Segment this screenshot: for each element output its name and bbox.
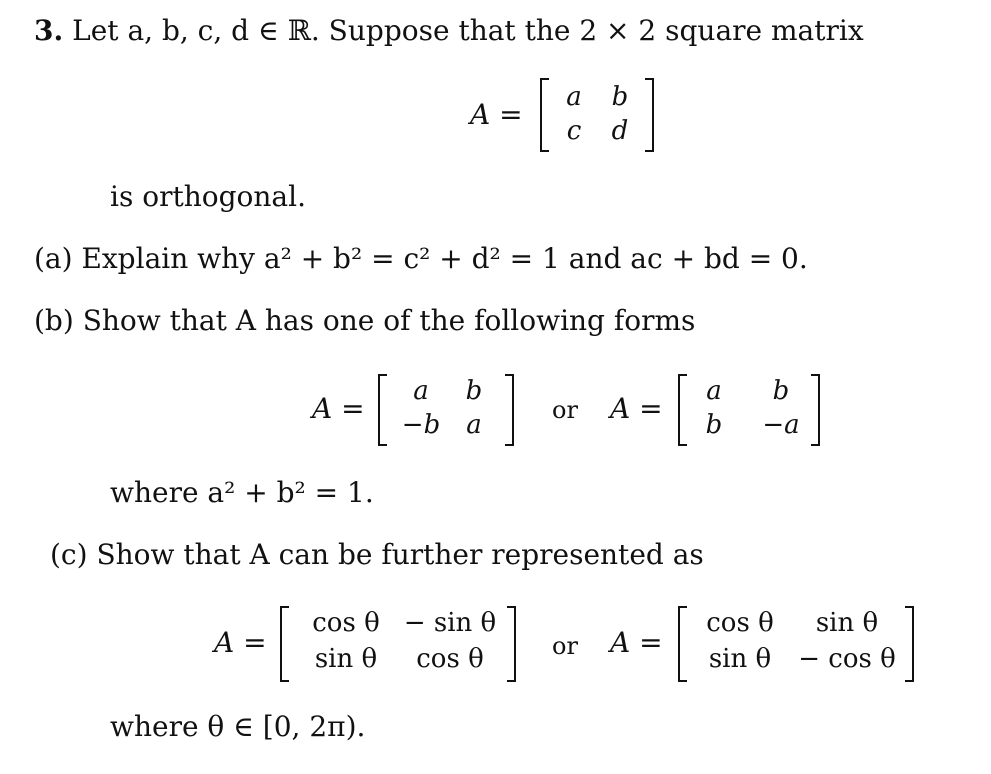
part-c-where: where θ ∈ [0, 2π).: [110, 710, 366, 743]
part-b-label: (b): [34, 304, 74, 337]
part-a: [34, 242, 808, 275]
matrix-cell: d: [611, 116, 629, 146]
part-c-lhs-2: A =: [610, 626, 663, 659]
problem-intro: Let a, b, c, d ∈ ℝ. Suppose that the 2 × 2 square matrix: [72, 14, 864, 47]
matrix-cell: a: [706, 376, 722, 406]
matrix-abcd: [540, 78, 654, 152]
part-c-label: (c): [50, 538, 88, 571]
part-b: [34, 304, 695, 337]
matrix-cell: cos θ: [312, 608, 380, 638]
matrix-cell: b: [465, 376, 483, 406]
matrix-cell: a: [466, 410, 482, 440]
matrix-cell: a: [413, 376, 429, 406]
matrix-lhs: A =: [470, 98, 523, 131]
part-b-lhs-2: A =: [610, 392, 663, 425]
matrix-cell: sin θ: [815, 608, 879, 638]
matrix-cell: cos θ: [706, 608, 774, 638]
part-c-lhs-1: A =: [214, 626, 267, 659]
matrix-cell: sin θ: [708, 644, 772, 674]
part-a-text: Explain why: [81, 242, 255, 275]
problem-statement: [34, 14, 864, 47]
part-b-matrix-1: [378, 374, 514, 446]
part-b-text: Show that A has one of the following forms: [82, 304, 696, 337]
matrix-cell: c: [566, 116, 582, 146]
part-a-equation: a² + b² = c² + d² = 1 and ac + bd = 0.: [263, 242, 808, 275]
orthogonal-statement: is orthogonal.: [110, 180, 306, 213]
matrix-cell: b: [705, 410, 723, 440]
problem-number: 3.: [34, 14, 64, 47]
matrix-cell: b: [772, 376, 790, 406]
matrix-cell: b: [611, 82, 629, 112]
matrix-cell: −b: [401, 410, 441, 440]
matrix-cell: sin θ: [314, 644, 378, 674]
part-a-label: (a): [34, 242, 73, 275]
part-c: [50, 538, 704, 571]
matrix-cell: a: [566, 82, 582, 112]
part-b-matrix-2: [678, 374, 820, 446]
part-c-text: Show that A can be further represented as: [96, 538, 704, 571]
matrix-cell: − cos θ: [798, 644, 896, 674]
matrix-cell: − sin θ: [403, 608, 497, 638]
matrix-cell: −a: [762, 410, 800, 440]
part-c-matrix-2: [678, 606, 914, 682]
matrix-cell: cos θ: [416, 644, 484, 674]
part-c-matrix-1: [280, 606, 516, 682]
part-b-where: where a² + b² = 1.: [110, 476, 374, 509]
part-b-or: or: [552, 396, 578, 424]
part-b-lhs-1: A =: [312, 392, 365, 425]
part-c-or: or: [552, 632, 578, 660]
